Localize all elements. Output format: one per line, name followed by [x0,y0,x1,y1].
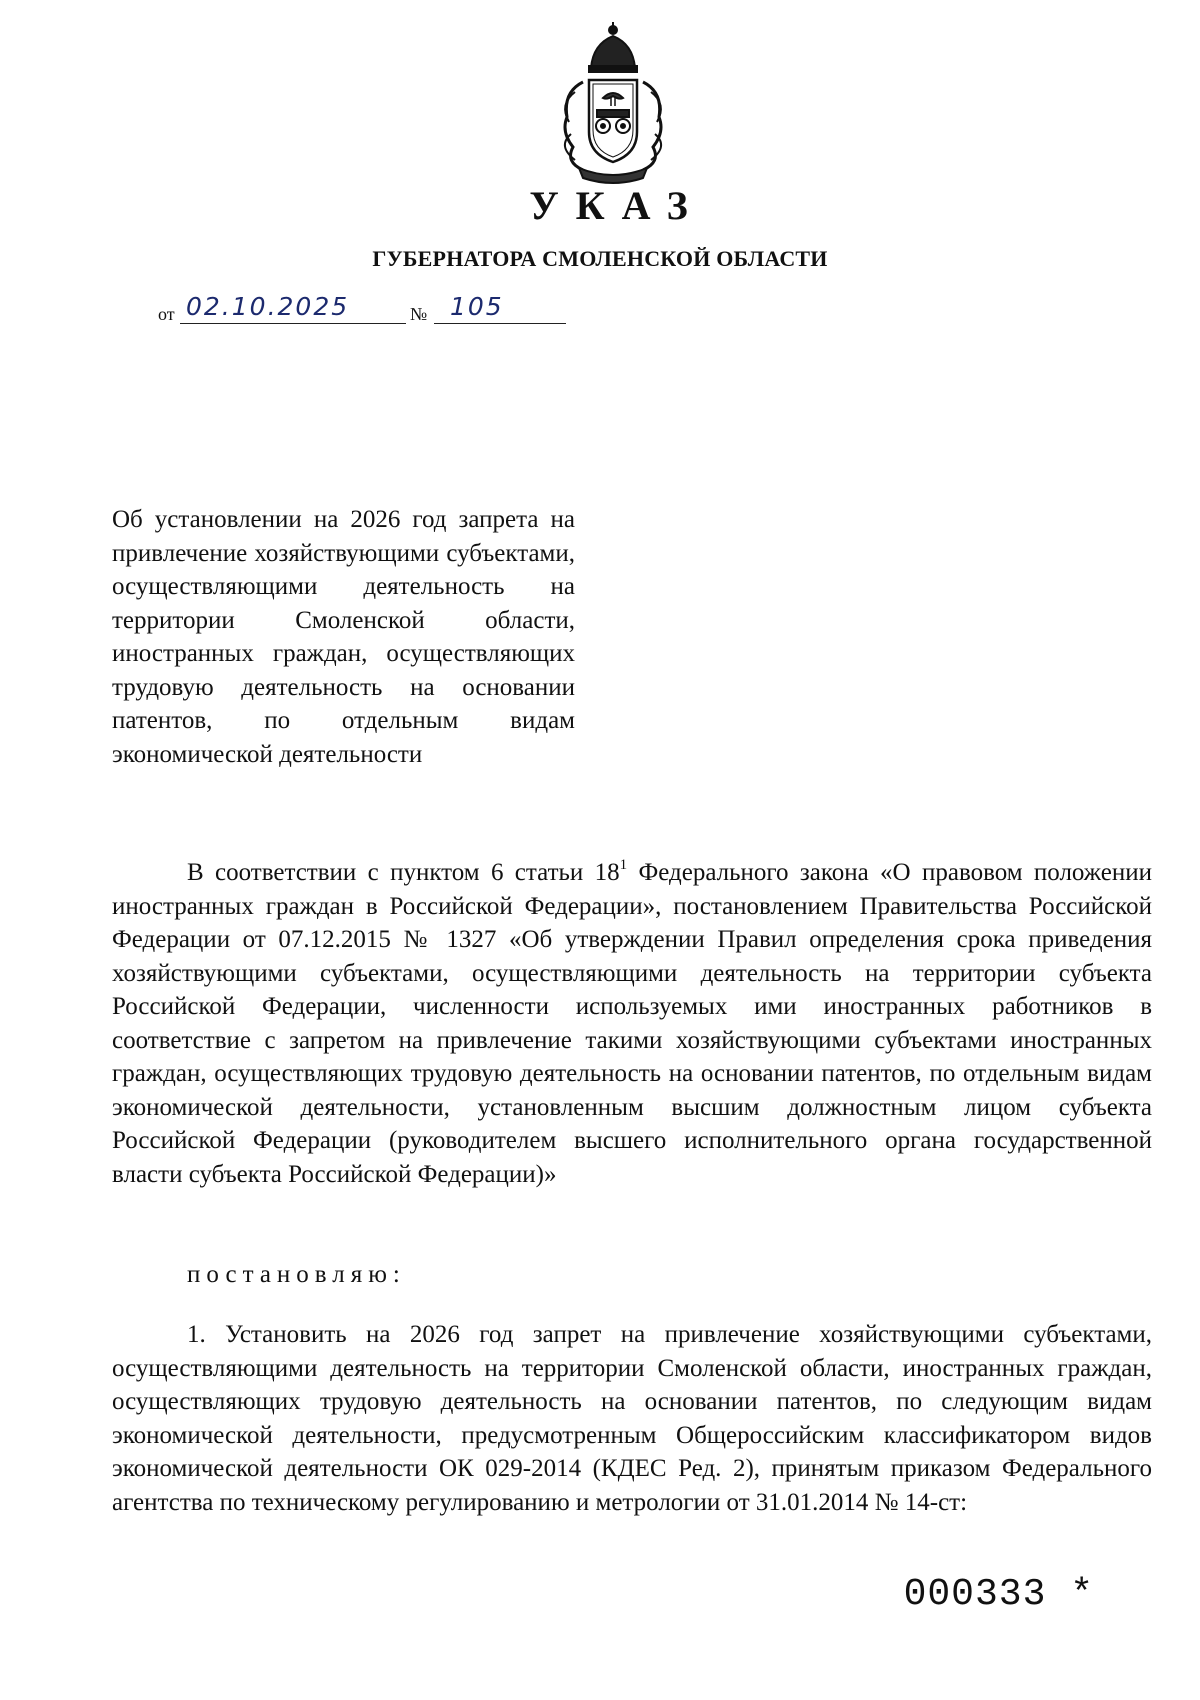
decree-subject: Об установлении на 2026 год запрета на привлечение хозяйствующими субъектами, осуществляющими деятельность на территории Смоленской области, иностранных граждан, осуществляющих трудовую деятельность на основании патентов, по отдельным видам экономической деятельности [112,506,575,768]
preamble-paragraph [112,856,1152,1191]
number-label: № [410,304,428,324]
preamble-text-start: В соответствии с пунктом 6 статьи 18 [187,859,620,886]
item-1-paragraph: 1. Установить на 2026 год запрет на привлечение хозяйствующими субъектами, осуществляющими деятельность на территории Смоленской области, иностранных граждан, осуществляющих трудовую деятельность на основании патентов, по следующим видам экономической деятельности, предусмотренным Общероссийским классификатором видов экономической деятельности ОК 029-2014 (КДЕС Ред. 2), принятым приказом Федерального агентства по техническому регулированию и метрологии от 31.01.2014 № 14-ст: [112,1321,1152,1516]
document-subtitle: ГУБЕРНАТОРА СМОЛЕНСКОЙ ОБЛАСТИ [372,246,828,271]
handwritten-number: 105 [450,292,504,321]
handwritten-date: 02.10.2025 [186,292,350,321]
date-underline [180,323,406,324]
preamble-text-rest: Федерального закона «О правовом положении иностранных граждан в Российской Федерации», постановлением Правительства Российской Федерации от 07.12.2015 № 1327 «Об утверждении Правил определения срока приведения хозяйствующими субъектами, осуществляющими деятельность на территории субъекта Российской Федерации, численности используемых ими иностранных работников в соответствие с запретом на привлечение такими хозяйствующими субъектами иностранных граждан, осуществляющих трудовую деятельность на основании патентов, по отдельным видам экономической деятельности, установленным высшим должностным лицом субъекта Российской Федерации (руководителем высшего исполнительного органа государственной власти субъекта Российской Федерации)» [112,859,1152,1188]
article-superscript: 1 [619,857,628,873]
decree-word: постановляю: [187,1261,406,1288]
serial-number: 000333 * [903,1573,1094,1616]
date-number-line [158,293,598,327]
coat-of-arms-icon [553,22,673,185]
number-underline [434,323,566,324]
document-title: УКАЗ [529,183,705,228]
from-label: от [158,304,175,324]
